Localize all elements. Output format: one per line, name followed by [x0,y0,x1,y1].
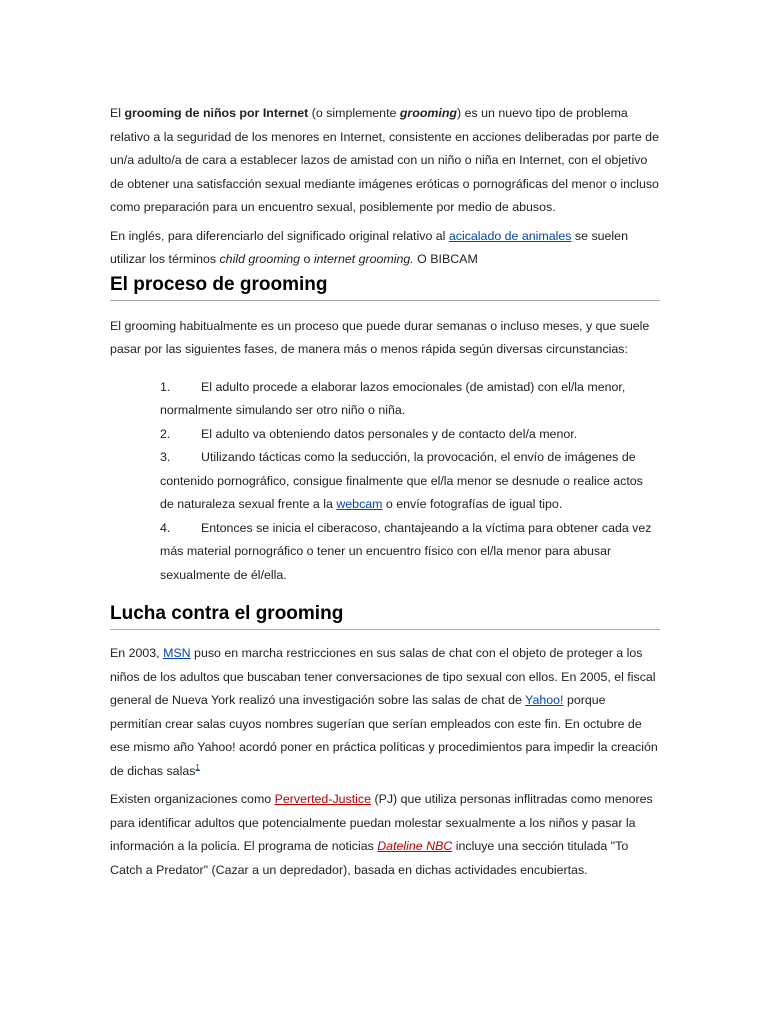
list-number: 3. [160,450,171,464]
text: En 2003, [110,646,164,660]
phases-list [110,376,660,588]
intro-paragraph-2 [110,225,660,272]
text: (PJ) que utiliza personas inflitradas como menores para identificar adultos que potencialmente puedan molestar sexualmente a los niños y pasar la información a la policía. El programa de noticias [110,792,653,853]
list-number: 1. [160,379,171,394]
reference-link[interactable]: 1 [195,762,200,772]
list-item [160,446,660,517]
section2-paragraph-2 [110,788,660,882]
link-msn[interactable]: MSN [163,646,191,660]
list-number: 2. [160,426,171,441]
italic-term: internet grooming. [313,252,414,266]
link-perverted-justice[interactable]: Perverted-Justice [274,792,372,806]
link-webcam[interactable]: webcam [336,497,383,511]
text: porque permitían crear salas cuyos nombres sugerían que serían empleados con este fin. En octubre de ese mismo año Yahoo! acordó poner en práctica políticas y procedimientos para impedir la creación de dichas salas [110,693,658,778]
list-number: 4. [160,520,171,535]
text: O BIBCAM [413,252,478,266]
bold-term: grooming de niños por Internet [124,106,309,120]
intro-paragraph-1 [110,102,660,220]
text: puso en marcha restricciones en sus salas de chat con el objeto de proteger a los niños de los adultos que buscaban tener conversaciones de tipo sexual con ellos. En 2005, el fiscal general de Nueva York realizó una investigación sobre las salas de chat de [110,646,656,707]
list-text: Entonces se inicia el ciberacoso, chantajeando a la víctima para obtener cada vez más material pornográfico o tener un encuentro físico con el/la menor para abusar sexualmente de él/ella. [160,520,652,582]
link-yahoo[interactable]: Yahoo! [525,693,564,707]
list-item [160,517,660,588]
text: Existen organizaciones como [110,792,275,806]
list-item [160,376,660,423]
list-text: El adulto va obteniendo datos personales y de contacto del/a menor. [201,426,578,441]
text: En inglés, para diferenciarlo del significado original relativo al [110,228,449,243]
text: ) es un nuevo tipo de problema relativo a la seguridad de los menores en Internet, consistente en acciones deliberadas por parte de un/a adulto/a de cara a establecer lazos de amistad con un niño o niña en Internet, con el objetivo de obtener una satisfacción sexual mediante imágenes eróticas o pornográficas del menor o incluso como preparación para un encuentro sexual, posiblemente por medio de abusos. [110,106,659,214]
bold-italic-term: grooming [399,106,457,120]
link-acicalado[interactable]: acicalado de animales [448,228,572,243]
list-item [160,423,660,447]
text: (o simplemente [308,106,400,120]
text: o [300,252,314,266]
text: incluye una sección titulada "To Catch a Predator" (Cazar a un depredador), basada en dichas actividades encubiertas. [110,839,629,877]
text: El [110,106,125,120]
text: se suelen utilizar los términos [110,228,628,266]
list-text: El adulto procede a elaborar lazos emocionales (de amistad) con el/la menor, normalmente simulando ser otro niño o niña. [160,379,626,417]
section1-intro: El grooming habitualmente es un proceso que puede durar semanas o incluso meses, y que suele pasar por las siguientes fases, de manera más o menos rápida según diversas circunstancias: [110,318,650,356]
link-dateline-nbc[interactable]: Dateline NBC [377,839,453,853]
list-text: Utilizando tácticas como la seducción, la provocación, el envío de imágenes de contenido pornográfico, consigue finalmente que el/la menor se desnude o realice actos de naturaleza sexual frente a la [160,450,643,511]
list-text: o envíe fotografías de igual tipo. [382,497,563,511]
article-body [110,102,660,882]
section-heading-proceso: El proceso de grooming [110,272,660,301]
italic-term: child grooming [219,252,301,266]
section2-paragraph-1 [110,642,660,783]
section-heading-lucha: Lucha contra el grooming [110,601,660,630]
